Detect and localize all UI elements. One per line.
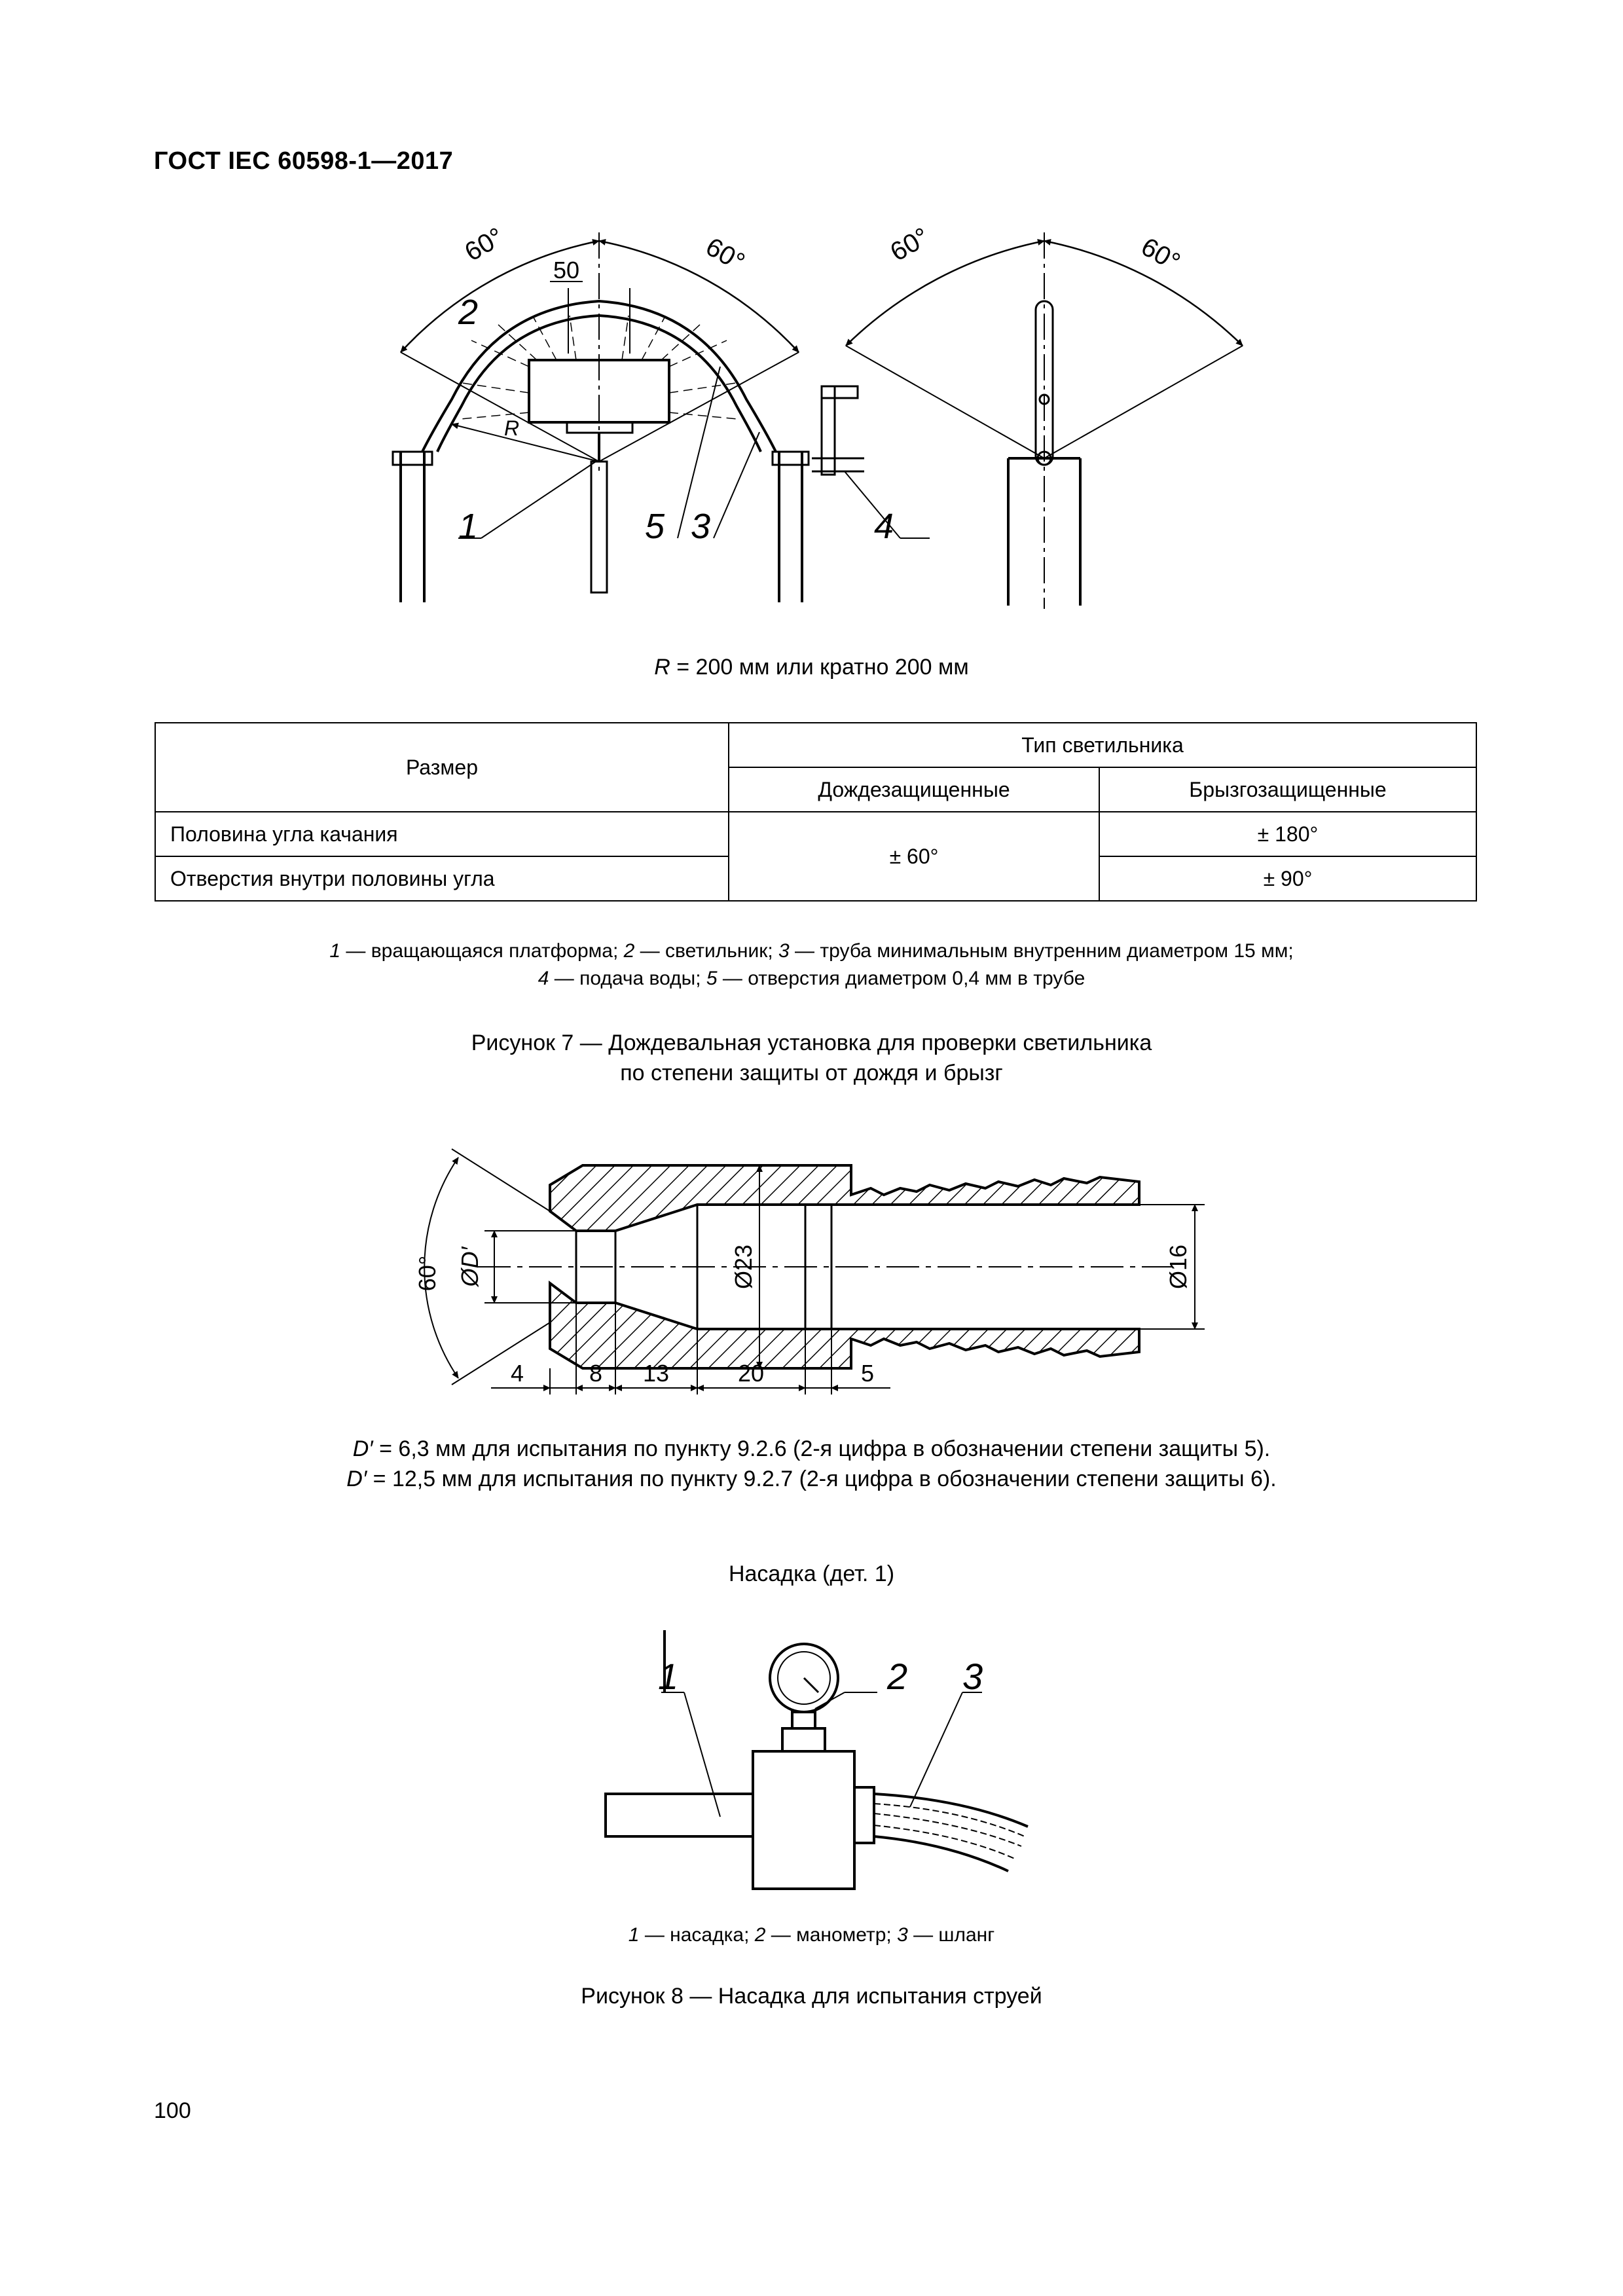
- nozzle-drawing: [0, 1113, 1623, 1408]
- th-type: Тип светильника: [729, 723, 1476, 767]
- figure-7-drawing: [0, 0, 1623, 655]
- callout-2: 2: [458, 293, 479, 332]
- dim-50-label: 50: [553, 257, 580, 283]
- nozzle-caption: Насадка (дет. 1): [728, 1561, 895, 1586]
- figure7-caption: Рисунок 7 — Дождевальная установка для проверки светильника по степени защиты от дождя и брызг: [471, 1030, 1152, 1085]
- row-splash-1: ± 180°: [1099, 812, 1476, 856]
- dim-20: 20: [737, 1360, 765, 1387]
- nozzle-angle-label: 60°: [414, 1255, 441, 1292]
- page-header: ГОСТ IEC 60598-1—2017: [154, 147, 454, 175]
- dim-13: 13: [642, 1360, 670, 1387]
- dim-5: 5: [860, 1360, 875, 1387]
- callout-1: 1: [458, 507, 479, 546]
- rain-value: ± 60°: [729, 812, 1099, 901]
- th-size: Размер: [155, 723, 729, 812]
- luminaire-table: [155, 722, 1477, 902]
- callout-5: 5: [645, 507, 665, 546]
- page-number: 100: [154, 2098, 191, 2123]
- fig8-callout-3: 3: [962, 1656, 983, 1697]
- th-rain: Дождезащищенные: [729, 767, 1099, 812]
- radius-label: R: [504, 416, 520, 440]
- th-splash: Брызгозащищенные: [1099, 767, 1476, 812]
- row-label-1: Половина угла качания: [155, 812, 729, 856]
- row-label-2: Отверстия внутри половины угла: [155, 856, 729, 901]
- dim-4: 4: [510, 1360, 524, 1387]
- angle-left-label: 60°: [460, 222, 509, 267]
- angle-left-label-2: 60°: [885, 222, 934, 267]
- figure7-legend: 1 — вращающаяся платформа; 2 — светильник; 3 — труба минимальным внутренним диаметром 15 мм; 4 — подача воды; 5 — отверстия диаметром 0,4 мм в трубе: [329, 940, 1294, 989]
- angle-right-label: 60°: [701, 232, 750, 278]
- d-prime-notes: D′ = 6,3 мм для испытания по пункту 9.2.6 (2-я цифра в обозначении степени защиты 5). D′ = 12,5 мм для испытания по пункту 9.2.7 (2-я цифра в обозначении степени защиты 6).: [346, 1436, 1277, 1491]
- fig8-callout-2: 2: [887, 1656, 908, 1697]
- d23-label: Ø23: [730, 1244, 757, 1290]
- figure8-caption: Рисунок 8 — Насадка для испытания струей: [581, 1984, 1042, 2009]
- radius-note: R = 200 мм или кратно 200 мм: [654, 655, 969, 680]
- figure8-legend: 1 — насадка; 2 — манометр; 3 — шланг: [628, 1924, 995, 1946]
- figure-8-drawing: [0, 1630, 1623, 1892]
- callout-4: 4: [874, 507, 894, 546]
- d-prime-label: ØD′: [456, 1247, 483, 1287]
- fig8-callout-1: 1: [658, 1656, 679, 1697]
- callout-3: 3: [691, 507, 711, 546]
- d16-label: Ø16: [1165, 1244, 1192, 1290]
- angle-right-label-2: 60°: [1136, 232, 1185, 278]
- row-splash-2: ± 90°: [1099, 856, 1476, 901]
- dim-8: 8: [589, 1360, 603, 1387]
